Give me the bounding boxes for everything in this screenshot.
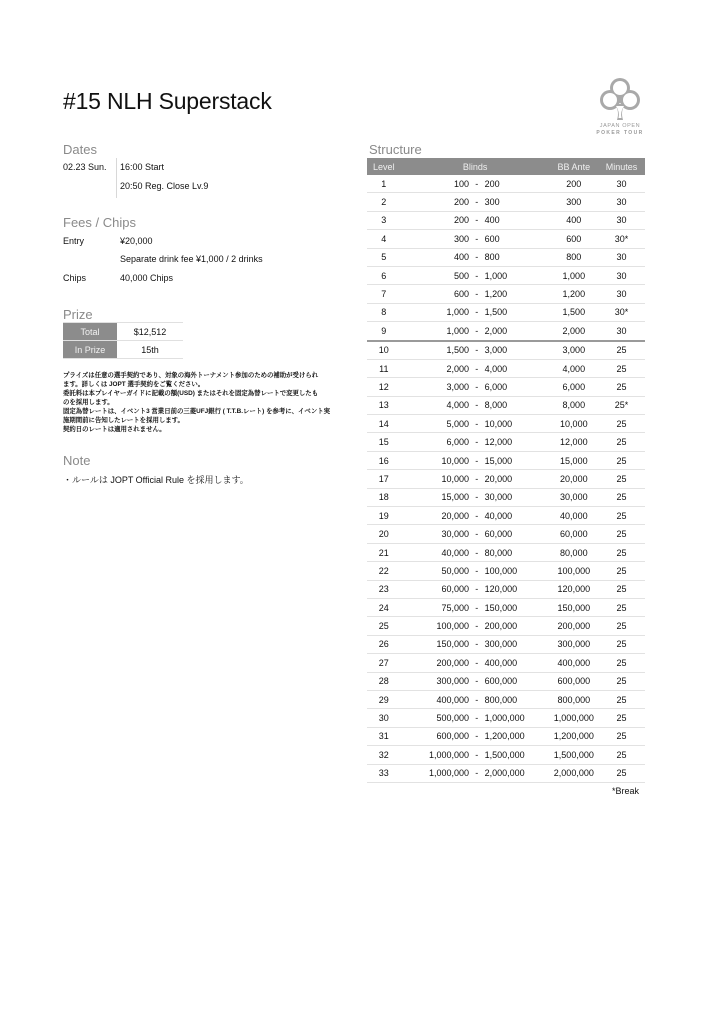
small-blind-cell: 600,000 (401, 727, 469, 745)
level-row (367, 746, 645, 764)
blind-dash: - (469, 690, 485, 708)
minutes-cell: 30 (598, 248, 645, 266)
big-blind-cell: 150,000 (485, 598, 550, 616)
structure-table (367, 158, 645, 783)
blind-dash: - (469, 230, 485, 248)
small-blind-cell: 200,000 (401, 654, 469, 672)
disclaimer-line: 契約日のレートは適用されません。 (63, 426, 166, 433)
minutes-cell: 25 (598, 654, 645, 672)
level-cell: 20 (367, 525, 401, 543)
level-row (367, 543, 645, 561)
big-blind-cell: 80,000 (485, 543, 550, 561)
blind-dash: - (469, 488, 485, 506)
level-cell: 31 (367, 727, 401, 745)
bb-ante-cell: 2,000 (550, 322, 598, 341)
small-blind-cell: 500,000 (401, 709, 469, 727)
small-blind-cell: 5,000 (401, 415, 469, 433)
level-cell: 1 (367, 175, 401, 193)
big-blind-cell: 20,000 (485, 470, 550, 488)
small-blind-cell: 150,000 (401, 635, 469, 653)
level-row (367, 764, 645, 782)
big-blind-cell: 15,000 (485, 451, 550, 469)
blind-dash: - (469, 415, 485, 433)
big-blind-cell: 4,000 (485, 359, 550, 377)
blind-dash: - (469, 764, 485, 782)
small-blind-cell: 400,000 (401, 690, 469, 708)
small-blind-cell: 500 (401, 266, 469, 284)
blind-dash: - (469, 322, 485, 341)
bb-ante-cell: 12,000 (550, 433, 598, 451)
big-blind-cell: 10,000 (485, 415, 550, 433)
small-blind-cell: 1,000,000 (401, 746, 469, 764)
minutes-cell: 25 (598, 507, 645, 525)
minutes-cell: 25 (598, 746, 645, 764)
big-blind-cell: 600 (485, 230, 550, 248)
blind-dash: - (469, 285, 485, 303)
level-row (367, 341, 645, 360)
level-row (367, 562, 645, 580)
small-blind-cell: 300,000 (401, 672, 469, 690)
small-blind-cell: 200 (401, 193, 469, 211)
big-blind-cell: 2,000,000 (485, 764, 550, 782)
level-row (367, 303, 645, 321)
small-blind-cell: 1,000 (401, 322, 469, 341)
bb-ante-cell: 800,000 (550, 690, 598, 708)
bb-ante-cell: 120,000 (550, 580, 598, 598)
level-cell: 12 (367, 378, 401, 396)
small-blind-cell: 50,000 (401, 562, 469, 580)
blind-dash: - (469, 266, 485, 284)
small-blind-cell: 600 (401, 285, 469, 303)
level-cell: 11 (367, 359, 401, 377)
blind-dash: - (469, 727, 485, 745)
small-blind-cell: 1,000 (401, 303, 469, 321)
level-cell: 10 (367, 341, 401, 360)
level-cell: 18 (367, 488, 401, 506)
big-blind-cell: 600,000 (485, 672, 550, 690)
small-blind-cell: 10,000 (401, 470, 469, 488)
level-row (367, 211, 645, 229)
structure-heading: Structure (369, 142, 422, 157)
small-blind-cell: 1,000,000 (401, 764, 469, 782)
drink-fee: Separate drink fee ¥1,000 / 2 drinks (120, 254, 263, 264)
level-cell: 33 (367, 764, 401, 782)
small-blind-cell: 4,000 (401, 396, 469, 414)
big-blind-cell: 6,000 (485, 378, 550, 396)
event-date: 02.23 Sun. (63, 162, 107, 172)
blind-dash: - (469, 175, 485, 193)
entry-label: Entry (63, 236, 85, 246)
level-row (367, 709, 645, 727)
big-blind-cell: 1,200 (485, 285, 550, 303)
bb-ante-cell: 4,000 (550, 359, 598, 377)
level-row (367, 248, 645, 266)
level-cell: 28 (367, 672, 401, 690)
blind-dash: - (469, 654, 485, 672)
minutes-cell: 30 (598, 175, 645, 193)
level-cell: 7 (367, 285, 401, 303)
minutes-cell: 25 (598, 543, 645, 561)
disclaimer-line: 委託料は本プレイヤーガイドに記載の額(USD) またはそれを固定為替レートで変更したも (63, 390, 319, 397)
minutes-cell: 30* (598, 230, 645, 248)
big-blind-cell: 300 (485, 193, 550, 211)
level-cell: 23 (367, 580, 401, 598)
level-cell: 21 (367, 543, 401, 561)
blind-dash: - (469, 359, 485, 377)
minutes-cell: 25 (598, 598, 645, 616)
level-row (367, 175, 645, 193)
blind-dash: - (469, 672, 485, 690)
big-blind-cell: 40,000 (485, 507, 550, 525)
level-row (367, 690, 645, 708)
bb-ante-cell: 400 (550, 211, 598, 229)
in-prize-label: In Prize (63, 341, 117, 359)
level-row (367, 580, 645, 598)
level-cell: 3 (367, 211, 401, 229)
bb-ante-cell: 200,000 (550, 617, 598, 635)
chips-value: 40,000 Chips (120, 273, 174, 283)
big-blind-cell: 400 (485, 211, 550, 229)
bb-ante-cell: 20,000 (550, 470, 598, 488)
level-cell: 4 (367, 230, 401, 248)
level-row (367, 470, 645, 488)
level-row (367, 488, 645, 506)
disclaimer-line: ます。詳しくは JOPT 選手契約をご覧ください。 (63, 381, 205, 388)
level-row (367, 451, 645, 469)
minutes-cell: 30 (598, 211, 645, 229)
level-row (367, 415, 645, 433)
minutes-cell: 25 (598, 690, 645, 708)
blind-dash: - (469, 709, 485, 727)
structure-body (367, 175, 645, 782)
minutes-cell: 30 (598, 193, 645, 211)
prize-row-in-prize (63, 341, 183, 359)
level-cell: 8 (367, 303, 401, 321)
bb-ante-cell: 300,000 (550, 635, 598, 653)
minutes-cell: 25 (598, 764, 645, 782)
page-title: #15 NLH Superstack (63, 88, 272, 114)
note-heading: Note (63, 453, 91, 468)
minutes-cell: 25 (598, 525, 645, 543)
minutes-cell: 25 (598, 562, 645, 580)
bb-ante-cell: 30,000 (550, 488, 598, 506)
big-blind-cell: 1,000,000 (485, 709, 550, 727)
structure-header-row (367, 158, 645, 175)
minutes-cell: 30 (598, 266, 645, 284)
prize-row-total (63, 323, 183, 341)
blind-dash: - (469, 470, 485, 488)
big-blind-cell: 60,000 (485, 525, 550, 543)
big-blind-cell: 200,000 (485, 617, 550, 635)
minutes-cell: 25 (598, 470, 645, 488)
small-blind-cell: 100 (401, 175, 469, 193)
dates-heading: Dates (63, 142, 97, 157)
big-blind-cell: 400,000 (485, 654, 550, 672)
minutes-cell: 25 (598, 672, 645, 690)
level-cell: 29 (367, 690, 401, 708)
minutes-cell: 30 (598, 285, 645, 303)
small-blind-cell: 60,000 (401, 580, 469, 598)
minutes-cell: 25 (598, 709, 645, 727)
bb-ante-cell: 8,000 (550, 396, 598, 414)
big-blind-cell: 1,000 (485, 266, 550, 284)
blind-dash: - (469, 525, 485, 543)
level-row (367, 598, 645, 616)
bb-ante-cell: 300 (550, 193, 598, 211)
level-row (367, 433, 645, 451)
big-blind-cell: 3,000 (485, 341, 550, 360)
big-blind-cell: 300,000 (485, 635, 550, 653)
level-cell: 16 (367, 451, 401, 469)
level-cell: 14 (367, 415, 401, 433)
small-blind-cell: 200 (401, 211, 469, 229)
level-row (367, 654, 645, 672)
blind-dash: - (469, 562, 485, 580)
bb-ante-cell: 1,500,000 (550, 746, 598, 764)
level-row (367, 525, 645, 543)
bb-ante-cell: 800 (550, 248, 598, 266)
bb-ante-cell: 10,000 (550, 415, 598, 433)
blind-dash: - (469, 211, 485, 229)
big-blind-cell: 30,000 (485, 488, 550, 506)
bb-ante-cell: 100,000 (550, 562, 598, 580)
small-blind-cell: 40,000 (401, 543, 469, 561)
blind-dash: - (469, 378, 485, 396)
minutes-cell: 25 (598, 359, 645, 377)
bb-ante-cell: 2,000,000 (550, 764, 598, 782)
col-blinds: Blinds (401, 158, 550, 175)
minutes-cell: 30 (598, 322, 645, 341)
level-cell: 9 (367, 322, 401, 341)
blind-dash: - (469, 396, 485, 414)
bb-ante-cell: 3,000 (550, 341, 598, 360)
level-row (367, 635, 645, 653)
level-row (367, 285, 645, 303)
logo-text-line1: JAPAN OPEN (599, 123, 641, 129)
small-blind-cell: 30,000 (401, 525, 469, 543)
bb-ante-cell: 1,500 (550, 303, 598, 321)
blind-dash: - (469, 303, 485, 321)
disclaimer-line: のを採用します。 (63, 399, 114, 406)
bb-ante-cell: 40,000 (550, 507, 598, 525)
bb-ante-cell: 1,000,000 (550, 709, 598, 727)
small-blind-cell: 6,000 (401, 433, 469, 451)
blind-dash: - (469, 617, 485, 635)
level-cell: 26 (367, 635, 401, 653)
note-text: ・ルールは JOPT Official Rule を採用します。 (63, 475, 249, 485)
level-row (367, 727, 645, 745)
club-logo-icon (600, 76, 640, 122)
small-blind-cell: 3,000 (401, 378, 469, 396)
big-blind-cell: 1,200,000 (485, 727, 550, 745)
minutes-cell: 25 (598, 635, 645, 653)
level-row (367, 359, 645, 377)
in-prize-value: 15th (117, 341, 183, 359)
dates-divider (116, 158, 117, 198)
small-blind-cell: 300 (401, 230, 469, 248)
level-cell: 27 (367, 654, 401, 672)
reg-close-time: 20:50 Reg. Close Lv.9 (120, 181, 209, 191)
blind-dash: - (469, 598, 485, 616)
bb-ante-cell: 150,000 (550, 598, 598, 616)
level-cell: 22 (367, 562, 401, 580)
col-minutes: Minutes (598, 158, 645, 175)
bb-ante-cell: 400,000 (550, 654, 598, 672)
bb-ante-cell: 60,000 (550, 525, 598, 543)
big-blind-cell: 100,000 (485, 562, 550, 580)
entry-value: ¥20,000 (120, 236, 153, 246)
blind-dash: - (469, 193, 485, 211)
minutes-cell: 25 (598, 433, 645, 451)
small-blind-cell: 100,000 (401, 617, 469, 635)
level-row (367, 396, 645, 414)
bb-ante-cell: 15,000 (550, 451, 598, 469)
big-blind-cell: 800 (485, 248, 550, 266)
big-blind-cell: 12,000 (485, 433, 550, 451)
big-blind-cell: 800,000 (485, 690, 550, 708)
start-time: 16:00 Start (120, 162, 165, 172)
level-cell: 19 (367, 507, 401, 525)
minutes-cell: 25 (598, 341, 645, 360)
small-blind-cell: 75,000 (401, 598, 469, 616)
big-blind-cell: 1,500,000 (485, 746, 550, 764)
blind-dash: - (469, 433, 485, 451)
bb-ante-cell: 1,000 (550, 266, 598, 284)
chips-label: Chips (63, 273, 87, 283)
blind-dash: - (469, 746, 485, 764)
logo-text-line2: POKER TOUR (596, 130, 644, 136)
jopt-logo (590, 76, 650, 146)
fees-heading: Fees / Chips (63, 215, 136, 230)
big-blind-cell: 2,000 (485, 322, 550, 341)
small-blind-cell: 1,500 (401, 341, 469, 360)
level-cell: 30 (367, 709, 401, 727)
disclaimer-line: 施期間前に告知したレートを採用します。 (63, 417, 184, 424)
blind-dash: - (469, 635, 485, 653)
bb-ante-cell: 1,200,000 (550, 727, 598, 745)
disclaimer-line: プライズは任意の選手契約であり、対象の海外トーナメント参加のための補助が受けられ (63, 372, 319, 379)
bb-ante-cell: 6,000 (550, 378, 598, 396)
level-row (367, 193, 645, 211)
small-blind-cell: 15,000 (401, 488, 469, 506)
level-cell: 13 (367, 396, 401, 414)
minutes-cell: 25 (598, 580, 645, 598)
level-row (367, 230, 645, 248)
level-cell: 6 (367, 266, 401, 284)
big-blind-cell: 1,500 (485, 303, 550, 321)
level-row (367, 617, 645, 635)
break-note: *Break (612, 786, 640, 796)
level-cell: 32 (367, 746, 401, 764)
big-blind-cell: 8,000 (485, 396, 550, 414)
minutes-cell: 25 (598, 451, 645, 469)
level-cell: 15 (367, 433, 401, 451)
prize-heading: Prize (63, 307, 93, 322)
minutes-cell: 25 (598, 727, 645, 745)
small-blind-cell: 10,000 (401, 451, 469, 469)
minutes-cell: 30* (598, 303, 645, 321)
col-level: Level (367, 158, 401, 175)
small-blind-cell: 20,000 (401, 507, 469, 525)
minutes-cell: 25* (598, 396, 645, 414)
blind-dash: - (469, 543, 485, 561)
level-row (367, 266, 645, 284)
level-cell: 24 (367, 598, 401, 616)
minutes-cell: 25 (598, 617, 645, 635)
total-value: $12,512 (117, 323, 183, 341)
big-blind-cell: 120,000 (485, 580, 550, 598)
prize-disclaimer (63, 371, 363, 434)
small-blind-cell: 400 (401, 248, 469, 266)
level-cell: 5 (367, 248, 401, 266)
disclaimer-line: 固定為替レートは、イベント3 営業日前の三菱UFJ銀行 ( T.T.B.レート) を参考に、イベント実 (63, 408, 330, 415)
level-cell: 25 (367, 617, 401, 635)
col-bb-ante: BB Ante (550, 158, 598, 175)
level-row (367, 672, 645, 690)
minutes-cell: 25 (598, 378, 645, 396)
level-row (367, 322, 645, 341)
blind-dash: - (469, 580, 485, 598)
blind-dash: - (469, 341, 485, 360)
bb-ante-cell: 80,000 (550, 543, 598, 561)
minutes-cell: 25 (598, 415, 645, 433)
level-cell: 2 (367, 193, 401, 211)
level-row (367, 507, 645, 525)
big-blind-cell: 200 (485, 175, 550, 193)
level-row (367, 378, 645, 396)
total-label: Total (63, 323, 117, 341)
blind-dash: - (469, 248, 485, 266)
blind-dash: - (469, 507, 485, 525)
small-blind-cell: 2,000 (401, 359, 469, 377)
bb-ante-cell: 200 (550, 175, 598, 193)
blind-dash: - (469, 451, 485, 469)
bb-ante-cell: 1,200 (550, 285, 598, 303)
minutes-cell: 25 (598, 488, 645, 506)
bb-ante-cell: 600,000 (550, 672, 598, 690)
level-cell: 17 (367, 470, 401, 488)
bb-ante-cell: 600 (550, 230, 598, 248)
prize-table (63, 322, 183, 359)
